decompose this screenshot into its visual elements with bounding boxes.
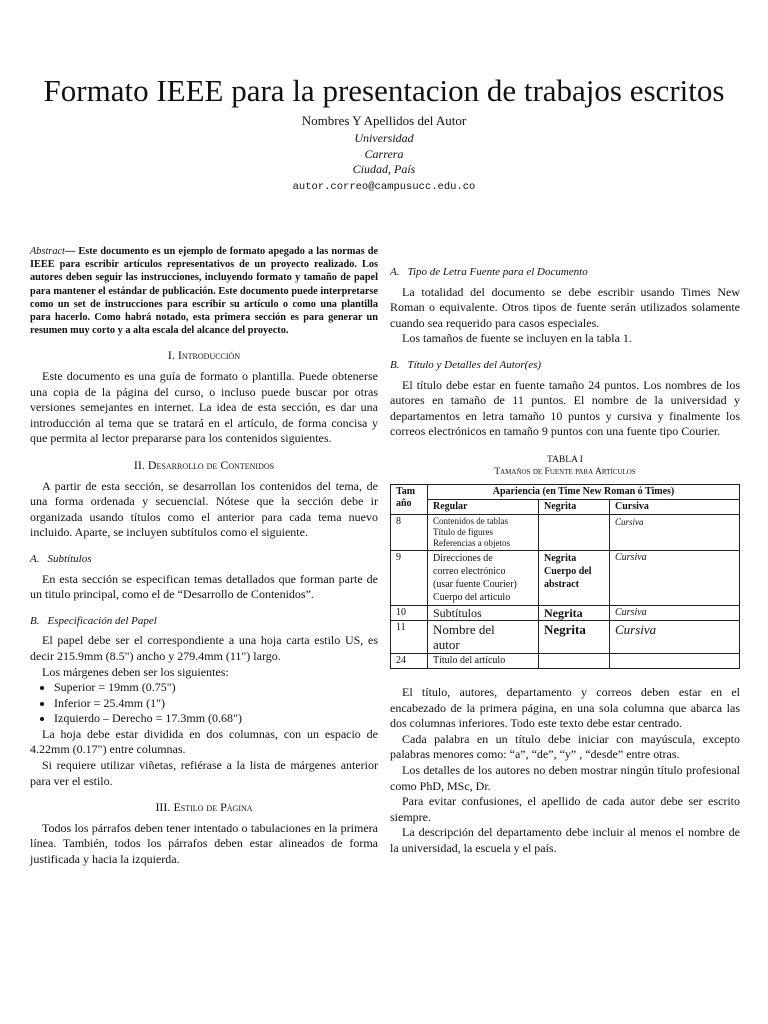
subsection-title: Subtítulos bbox=[47, 552, 92, 565]
abstract-text: Este documento es un ejemplo de formato apegado a las normas de IEEE para escribir artículos representativos de un proyecto realizado. Los autores deben seguir las instrucciones, incluyendo formato y tamaño de papel para mantener el estándar de publicación. Este documento puede interpretarse como un set de instrucciones para escribir su artículo o como una plantilla para hacerlo. Como habrá notado, esta primera sección es para generar un resumen muy corto y a alta escala del alcance del proyecto. bbox=[30, 246, 379, 337]
header-appearance: Apariencia (en Time New Roman ó Times) bbox=[428, 484, 740, 499]
table-row bbox=[391, 550, 740, 605]
cell-size: 11 bbox=[391, 620, 428, 653]
cell-line: Cuerpo del articulo bbox=[433, 591, 511, 603]
subsection-number: A. bbox=[390, 266, 400, 278]
paragraph: Si requiere utilizar viñetas, refiérase a la lista de márgenes anterior para ver el estilo. bbox=[30, 758, 378, 788]
cell-cursiva: Cursiva bbox=[610, 620, 740, 653]
list-item: • Superior = 19mm (0.75") bbox=[54, 680, 378, 696]
cell-regular bbox=[428, 514, 539, 550]
paragraph: La descripción del departamento debe incluir al menos el nombre de la universidad, la escuela y el país. bbox=[390, 825, 740, 855]
header-regular: Regular bbox=[428, 499, 539, 514]
subsection-title: Especificación del Papel bbox=[47, 614, 157, 627]
cell-line: (usar fuente Courier) bbox=[433, 578, 517, 590]
cell-negrita bbox=[539, 550, 610, 605]
table-row bbox=[391, 514, 740, 550]
cell-cursiva: Cursiva bbox=[610, 514, 740, 550]
cell-negrita: Negrita bbox=[539, 620, 610, 653]
paragraph: El papel debe ser el correspondiente a una hoja carta estilo US, es decir 215.9mm (8.5") ancho y 279.4mm (11") largo. bbox=[30, 633, 378, 663]
cell-regular bbox=[428, 550, 539, 605]
paragraph: Todos los párrafos deben tener intentado o tabulaciones en la primera línea. También, todos los párrafos deben estar alineados de forma justificada y hacia la izquierda. bbox=[30, 820, 378, 867]
cell-size: 24 bbox=[391, 653, 428, 668]
section-title: Estilo de Página bbox=[173, 800, 253, 815]
cell-size: 9 bbox=[391, 550, 428, 605]
cell-line: Título de figures bbox=[433, 526, 493, 537]
paragraph: A partir de esta sección, se desarrollan los contenidos del tema, de una forma ordenada y secuencial. Nótese que la sección debe ir organizada usando títulos como el anterior para cada tema nuevo incluido. Aparte, se incluyen subtítulos como el siguiente. bbox=[30, 478, 378, 540]
paragraph: La totalidad del documento se debe escribir usando Times New Roman o equivalente. Otros tipos de fuente serán utilizados solamente cuando sea requerido para casos especiales. bbox=[390, 284, 740, 330]
paragraph: El título, autores, departamento y correos deben estar en el encabezado de la primera página, en una sola columna que abarca las dos columnas inferiores. Todo este texto debe estar centrado. bbox=[390, 684, 740, 731]
subsection-title: Tipo de Letra Fuente para el Documento bbox=[407, 266, 588, 278]
subsection-number: B. bbox=[390, 358, 400, 371]
affiliation-city: Ciudad, País bbox=[352, 162, 416, 176]
paragraph: En esta sección se especifican temas detallados que forman parte de un titulo principal, como el de “Desarrollo de Contenidos”. bbox=[30, 571, 378, 602]
subsection-title: Título y Detalles del Autor(es) bbox=[407, 358, 542, 371]
author-affiliation bbox=[0, 131, 768, 178]
table-title: Tamaños de Fuente para Artículos bbox=[494, 466, 636, 477]
table-row bbox=[391, 605, 740, 620]
section-heading-estilo bbox=[30, 800, 378, 816]
cell-size: 8 bbox=[391, 514, 428, 550]
author-names: Nombres Y Apellidos del Autor bbox=[301, 113, 467, 128]
cell-cursiva: Cursiva bbox=[610, 550, 740, 605]
margin-list bbox=[30, 680, 378, 727]
cell-line: Cuerpo del bbox=[544, 565, 592, 577]
subsection-number: B. bbox=[30, 614, 40, 627]
list-item: • Inferior = 25.4mm (1") bbox=[54, 696, 378, 712]
header-cursiva: Cursiva bbox=[610, 499, 740, 514]
abstract-label: Abstract bbox=[30, 246, 65, 257]
subsection-heading-letra bbox=[390, 265, 740, 281]
table-label: TABLA I bbox=[547, 454, 583, 465]
paragraph: La hoja debe estar dividida en dos columnas, con un espacio de 4.22mm (0.17") entre columnas. bbox=[30, 726, 378, 757]
section-number: I. bbox=[167, 348, 175, 363]
abstract bbox=[30, 245, 378, 337]
paragraph: Para evitar confusiones, el apellido de cada autor debe ser escrito siempre. bbox=[390, 794, 740, 824]
author-email: autor.correo@campusucc.edu.co bbox=[292, 181, 476, 193]
table-row bbox=[391, 653, 740, 668]
cell-negrita bbox=[539, 653, 610, 668]
paragraph: Cada palabra en un título debe iniciar con mayúscula, excepto palabras menores como: “a”, “de”, “y” , “desde” entre otras. bbox=[390, 731, 740, 762]
header-size: Tam año bbox=[391, 484, 428, 514]
paragraph: Los márgenes deben ser los siguientes: bbox=[42, 664, 229, 679]
cell-line: Referencias a objetos bbox=[433, 537, 510, 548]
paragraph: Este documento es una guía de formato o plantilla. Puede obtenerse una copia de la página del curso, o incluso puede buscar por otras versiones semejantes en internet. La idea de esta sección, es dar una introducción al tema que se tratará en el artículo, de forma concisa y que permita al lector prepararse para los contenidos siguientes. bbox=[30, 369, 378, 446]
paragraph: El título debe estar en fuente tamaño 24 puntos. Los nombres de los autores en tamaño de 11 puntos. El nombre de la universidad y departamentos en letra tamaño 10 puntos y cursiva y finalmente los correos electrónicos en tamaño 9 puntos con una fuente tipo Courier. bbox=[390, 377, 740, 439]
table-row bbox=[391, 620, 740, 653]
affiliation-university: Universidad bbox=[354, 131, 414, 145]
subsection-number: A. bbox=[30, 552, 40, 565]
section-number: III. bbox=[155, 800, 171, 815]
subsection-heading-titulo bbox=[390, 358, 740, 374]
subsection-heading-subtitulos bbox=[30, 552, 378, 568]
paragraph: Los tamaños de fuente se incluyen en la tabla 1. bbox=[402, 331, 632, 346]
section-heading-introduccion bbox=[30, 348, 378, 364]
cell-negrita: Negrita bbox=[539, 605, 610, 620]
section-number: II. bbox=[133, 457, 145, 472]
cell-regular: Subtítulos bbox=[428, 605, 539, 620]
section-title: Introducción bbox=[177, 348, 241, 363]
right-column bbox=[390, 245, 740, 856]
cell-cursiva: Cursiva bbox=[610, 605, 740, 620]
section-title: Desarrollo de Contenidos bbox=[147, 457, 275, 472]
left-column bbox=[30, 245, 378, 868]
cell-line: Nombre del bbox=[433, 621, 495, 637]
cell-line: Direcciones de bbox=[433, 552, 493, 564]
cell-regular bbox=[428, 620, 539, 653]
cell-regular: Título del artículo bbox=[428, 653, 539, 668]
cell-line: abstract bbox=[544, 578, 579, 590]
cell-negrita bbox=[539, 514, 610, 550]
table-header-row bbox=[391, 484, 740, 499]
paragraph: Los detalles de los autores no deben mostrar ningún título profesional como PhD, MSc, Dr. bbox=[390, 762, 740, 793]
cell-line: autor bbox=[433, 636, 460, 652]
table-caption bbox=[390, 454, 740, 478]
cell-cursiva bbox=[610, 653, 740, 668]
abstract-dash: — bbox=[64, 246, 79, 257]
list-item: • Izquierdo – Derecho = 17.3mm (0.68") bbox=[54, 711, 378, 727]
affiliation-program: Carrera bbox=[364, 146, 404, 161]
cell-line: correo electrónico bbox=[433, 565, 506, 577]
table-subheader-row bbox=[391, 499, 740, 514]
section-heading-desarrollo bbox=[30, 458, 378, 474]
font-size-table bbox=[390, 484, 740, 669]
cell-size: 10 bbox=[391, 605, 428, 620]
subsection-heading-papel bbox=[30, 614, 378, 630]
paper-title: Formato IEEE para la presentacion de trabajos escritos bbox=[43, 73, 725, 108]
cell-line: Contenidos de tablas bbox=[433, 515, 508, 526]
cell-line: Negrita bbox=[544, 552, 577, 564]
header-negrita: Negrita bbox=[539, 499, 610, 514]
